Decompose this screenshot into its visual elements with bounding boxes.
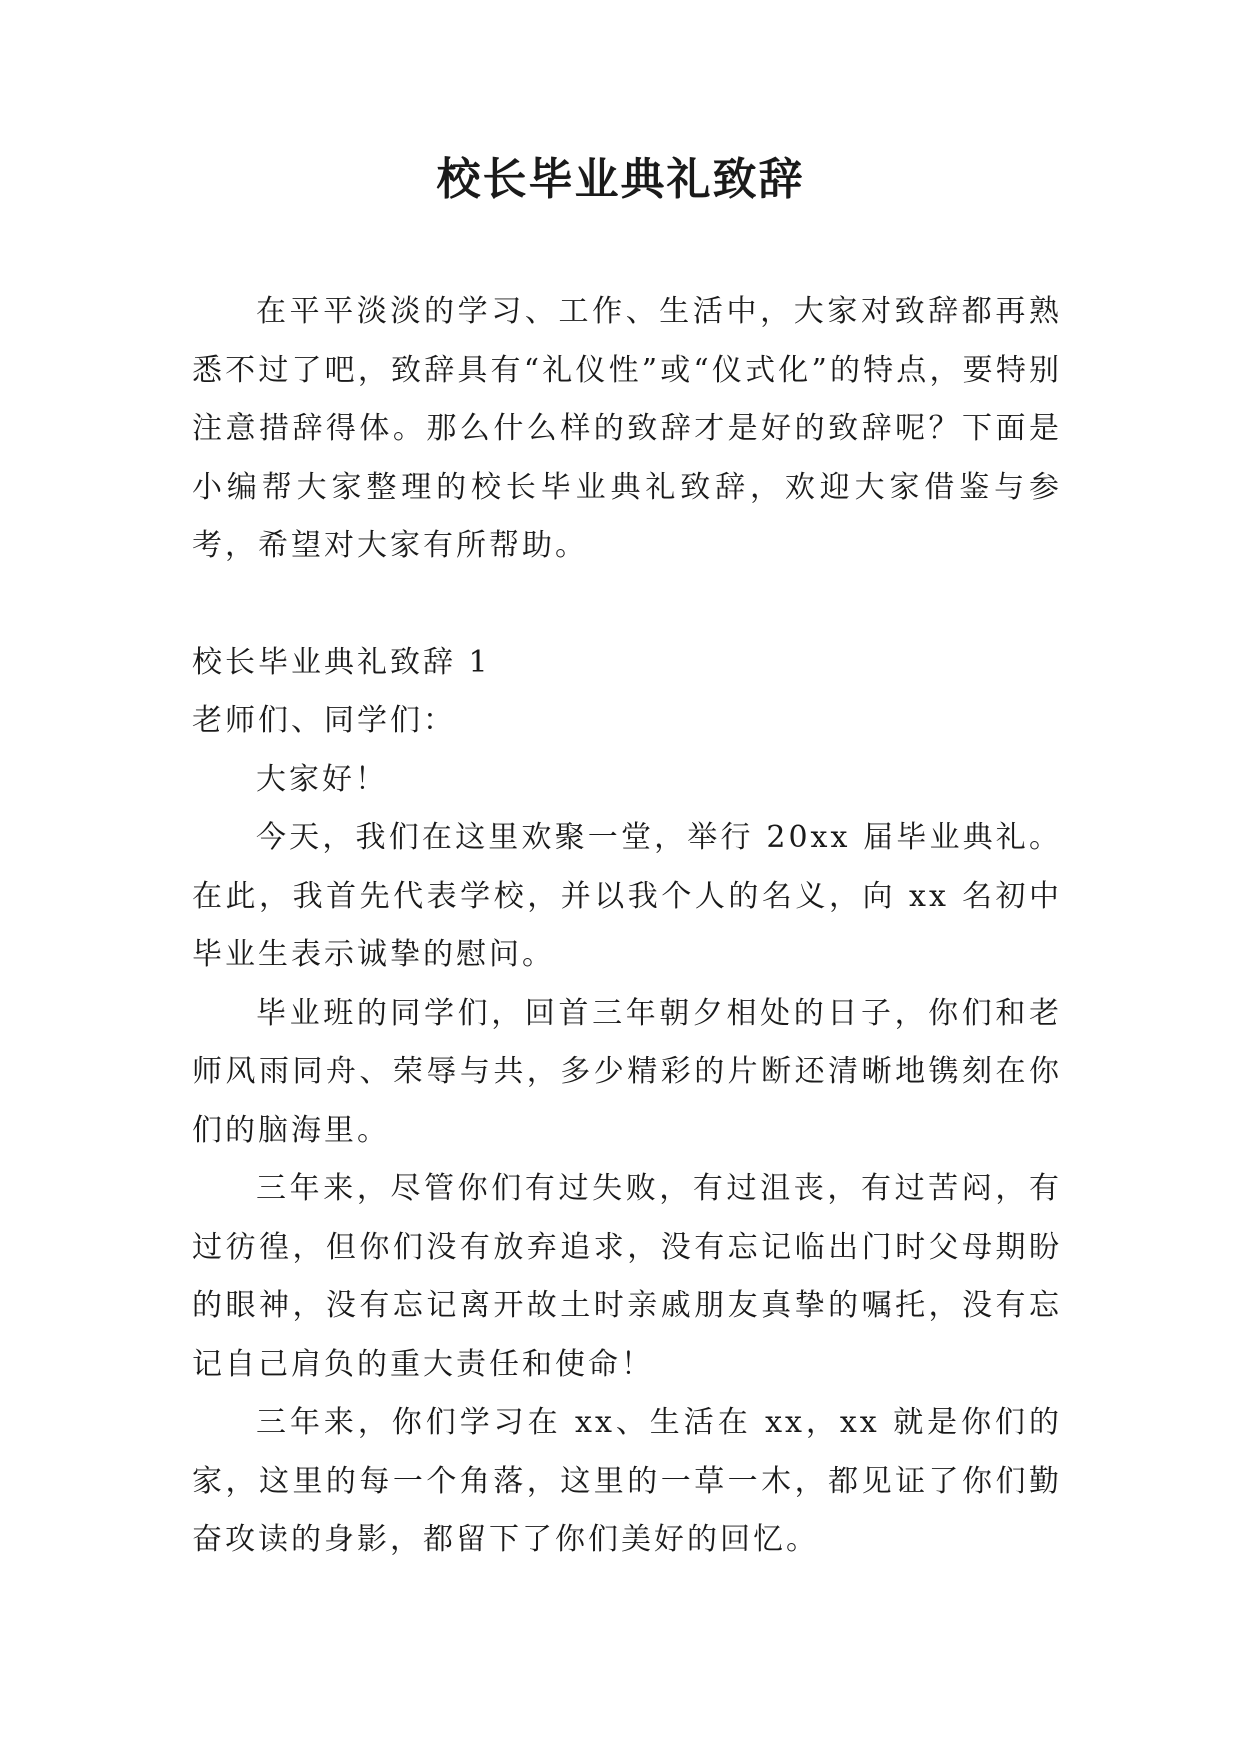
section-heading: 校长毕业典礼致辞 1 — [192, 644, 491, 680]
document-title: 校长毕业典礼致辞 — [436, 154, 805, 205]
paragraph-gap — [192, 576, 1062, 634]
salutation: 老师们、同学们： — [192, 703, 456, 738]
body-paragraph: 三年来，你们学习在 xx、生活在 xx，xx 就是你们的家，这里的每一个角落，这里的一草一木，都见证了你们勤奋攻读的身影，都留下了你们美好的回忆。 — [192, 1405, 1062, 1557]
body-paragraph: 毕业班的同学们，回首三年朝夕相处的日子，你们和老师风雨同舟、荣辱与共，多少精彩的片断还清晰地镌刻在你们的脑海里。 — [192, 995, 1062, 1148]
intro-paragraph: 在平平淡淡的学习、工作、生活中，大家对致辞都再熟悉不过了吧，致辞具有“礼仪性”或“仪式化”的特点，要特别注意措辞得体。那么什么样的致辞才是好的致辞呢？下面是小编帮大家整理的校长毕业典礼致辞，欢迎大家借鉴与参考，希望对大家有所帮助。 — [192, 294, 1062, 563]
document-body — [192, 283, 1062, 1570]
greeting: 大家好！ — [256, 761, 388, 797]
body-paragraph: 今天，我们在这里欢聚一堂，举行 20xx 届毕业典礼。在此，我首先代表学校，并以我个人的名义，向 xx 名初中毕业生表示诚挚的慰问。 — [192, 820, 1062, 972]
body-paragraph: 三年来，尽管你们有过失败，有过沮丧，有过苦闷，有过彷徨，但你们没有放弃追求，没有忘记临出门时父母期盼的眼神，没有忘记离开故土时亲戚朋友真挚的嘱托，没有忘记自己肩负的重大责任和使命！ — [192, 1171, 1062, 1382]
